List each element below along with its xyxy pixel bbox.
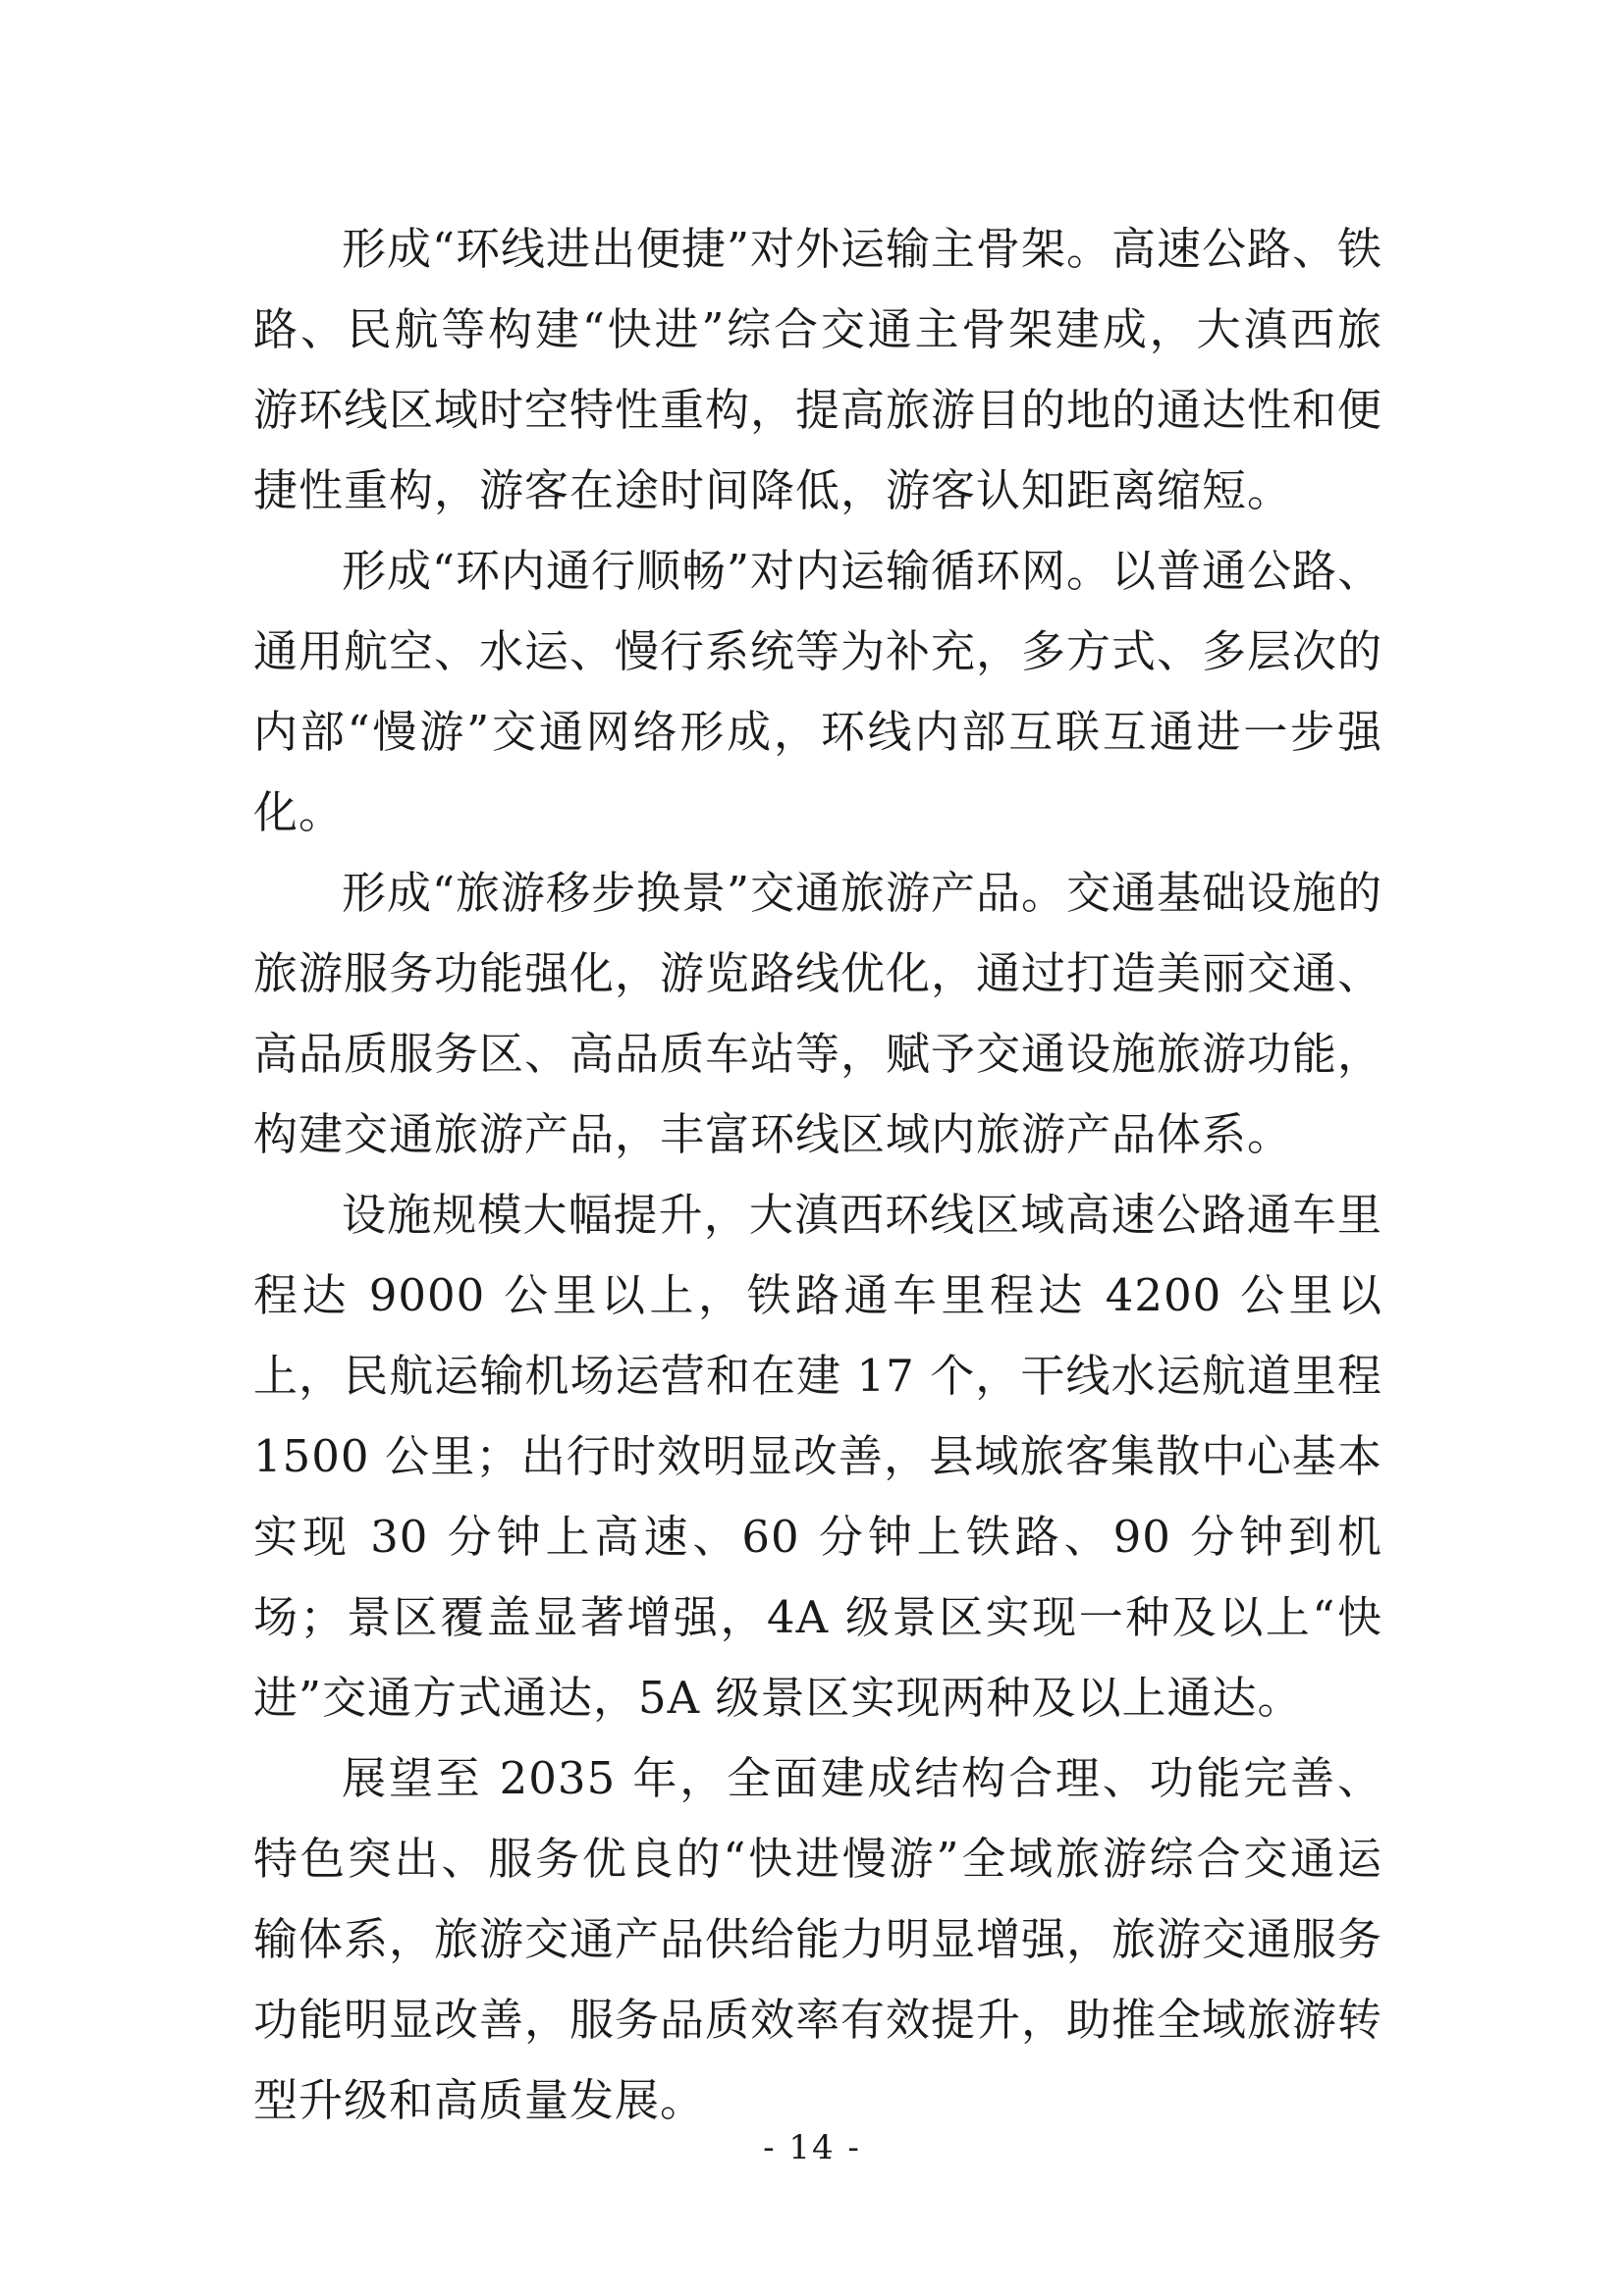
paragraph-external-transport: 形成“环线进出便捷”对外运输主骨架。高速公路、铁路、民航等构建“快进”综合交通主骨架建成，大滇西旅游环线区域时空特性重构，提高旅游目的地的通达性和便捷性重构，游客在途时间降低，游客认知距离缩短。 — [253, 223, 1383, 516]
page-number: - 14 - — [763, 2128, 861, 2167]
body-text — [253, 209, 1382, 2141]
paragraph-facility-scale: 设施规模大幅提升，大滇西环线区域高速公路通车里程达 9000 公里以上，铁路通车里程达 4200 公里以上，民航运输机场运营和在建 17 个，干线水运航道里程 1500 公里；出行时效明显改善，县域旅客集散中心基本实现 30 分钟上高速、60 分钟上铁路、90 分钟到机场；景区覆盖显著增强，4A 级景区实现一种及以上“快进”交通方式通达，5A 级景区实现两种及以上通达。 — [253, 1189, 1382, 1724]
paragraph-tourism-products: 形成“旅游移步换景”交通旅游产品。交通基础设施的旅游服务功能强化，游览路线优化，通过打造美丽交通、高品质服务区、高品质车站等，赋予交通设施旅游功能，构建交通旅游产品，丰富环线区域内旅游产品体系。 — [253, 867, 1383, 1160]
paragraph-outlook-2035: 展望至 2035 年，全面建成结构合理、功能完善、特色突出、服务优良的“快进慢游”全域旅游综合交通运输体系，旅游交通产品供给能力明显增强，旅游交通服务功能明显改善，服务品质效率有效提升，助推全域旅游转型升级和高质量发展。 — [253, 1752, 1383, 2126]
paragraph-internal-network: 形成“环内通行顺畅”对内运输循环网。以普通公路、通用航空、水运、慢行系统等为补充，多方式、多层次的内部“慢游”交通网络形成，环线内部互联互通进一步强化。 — [253, 545, 1383, 838]
